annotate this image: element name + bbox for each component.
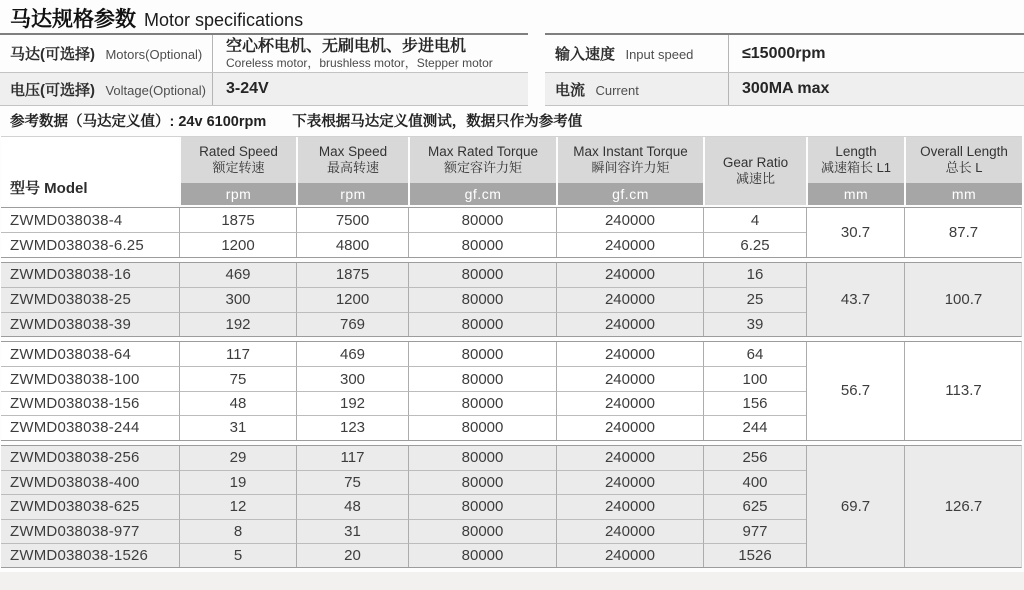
column-header-length bbox=[806, 137, 904, 183]
column-unit-max-instant-torque: gf.cm bbox=[556, 183, 703, 205]
cell-rated-speed: 300 bbox=[179, 287, 296, 311]
page-bottom-strip bbox=[0, 572, 1024, 590]
cell-max-speed: 20 bbox=[296, 543, 408, 567]
column-header-en: Gear Ratio bbox=[722, 155, 789, 170]
cell-max-instant-torque: 240000 bbox=[556, 232, 703, 256]
cell-max-speed: 469 bbox=[296, 342, 408, 366]
reference-note-right: 下表根据马达定义值测试，数据只作为参考值 bbox=[292, 114, 583, 130]
cell-max-rated-torque: 80000 bbox=[408, 391, 556, 415]
cell-max-speed: 123 bbox=[296, 415, 408, 439]
cell-rated-speed: 117 bbox=[179, 342, 296, 366]
column-header-max-instant-torque bbox=[556, 137, 703, 183]
cell-max-speed: 31 bbox=[296, 519, 408, 543]
cell-model: ZWMD038038-6.25 bbox=[1, 232, 179, 256]
cell-max-rated-torque: 80000 bbox=[408, 446, 556, 470]
cell-model: ZWMD038038-25 bbox=[1, 287, 179, 311]
model-group bbox=[1, 207, 1022, 258]
cell-max-rated-torque: 80000 bbox=[408, 263, 556, 287]
cell-model: ZWMD038038-100 bbox=[1, 366, 179, 390]
cell-max-speed: 192 bbox=[296, 391, 408, 415]
cell-rated-speed: 29 bbox=[179, 446, 296, 470]
cell-max-rated-torque: 80000 bbox=[408, 543, 556, 567]
column-unit-max-rated-torque: gf.cm bbox=[408, 183, 556, 205]
cell-max-instant-torque: 240000 bbox=[556, 287, 703, 311]
input-speed-row bbox=[545, 35, 1024, 73]
cell-rated-speed: 12 bbox=[179, 494, 296, 518]
cell-max-instant-torque: 240000 bbox=[556, 519, 703, 543]
cell-gear-ratio: 25 bbox=[703, 287, 806, 311]
model-group bbox=[1, 262, 1022, 337]
cell-max-rated-torque: 80000 bbox=[408, 312, 556, 336]
cell-overall-length: 100.7 bbox=[904, 263, 1022, 336]
cell-gear-ratio: 64 bbox=[703, 342, 806, 366]
cell-gear-ratio: 977 bbox=[703, 519, 806, 543]
voltage-optional-value: 3-24V bbox=[212, 73, 528, 105]
cell-max-instant-torque: 240000 bbox=[556, 415, 703, 439]
cell-max-instant-torque: 240000 bbox=[556, 312, 703, 336]
column-header-rated-speed bbox=[179, 137, 296, 183]
cell-model: ZWMD038038-156 bbox=[1, 391, 179, 415]
cell-max-rated-torque: 80000 bbox=[408, 366, 556, 390]
input-spec-table bbox=[545, 33, 1024, 106]
cell-max-instant-torque: 240000 bbox=[556, 446, 703, 470]
column-header-en: Max Speed bbox=[318, 144, 388, 159]
model-group bbox=[1, 341, 1022, 441]
cell-model: ZWMD038038-244 bbox=[1, 415, 179, 439]
cell-max-rated-torque: 80000 bbox=[408, 494, 556, 518]
cell-max-instant-torque: 240000 bbox=[556, 366, 703, 390]
column-header-en: Max Instant Torque bbox=[573, 144, 688, 159]
specifications-table bbox=[1, 136, 1022, 572]
column-header-zh: 总长 L bbox=[945, 160, 983, 175]
column-unit-max-speed: rpm bbox=[296, 183, 408, 205]
cell-model: ZWMD038038-16 bbox=[10, 266, 131, 284]
cell-max-speed: 1875 bbox=[296, 263, 408, 287]
cell-rated-speed: 8 bbox=[179, 519, 296, 543]
page-title-en: Motor specifications bbox=[144, 10, 304, 30]
motor-options-table bbox=[0, 33, 528, 106]
cell-max-rated-torque: 80000 bbox=[408, 232, 556, 256]
column-header-en: Rated Speed bbox=[199, 144, 278, 159]
cell-length-l1: 30.7 bbox=[806, 208, 904, 257]
cell-max-speed: 769 bbox=[296, 312, 408, 336]
column-unit-overall-length: mm bbox=[904, 183, 1022, 205]
cell-gear-ratio: 244 bbox=[703, 415, 806, 439]
cell-max-instant-torque: 240000 bbox=[556, 342, 703, 366]
cell-gear-ratio: 6.25 bbox=[703, 232, 806, 256]
column-unit-length: mm bbox=[806, 183, 904, 205]
cell-max-rated-torque: 80000 bbox=[408, 519, 556, 543]
input-speed-label: 输入速度 Input speed bbox=[555, 46, 694, 63]
cell-length-l1: 69.7 bbox=[806, 446, 904, 568]
model-group bbox=[1, 445, 1022, 569]
cell-length-l1: 43.7 bbox=[806, 263, 904, 336]
cell-gear-ratio: 39 bbox=[703, 312, 806, 336]
cell-max-instant-torque: 240000 bbox=[556, 208, 703, 232]
cell-max-rated-torque: 80000 bbox=[408, 470, 556, 494]
cell-max-instant-torque: 240000 bbox=[556, 543, 703, 567]
page-title-zh: 马达规格参数 bbox=[10, 8, 136, 31]
cell-overall-length: 87.7 bbox=[904, 208, 1022, 257]
cell-gear-ratio: 100 bbox=[703, 366, 806, 390]
cell-gear-ratio: 16 bbox=[703, 263, 806, 287]
voltage-optional-row bbox=[0, 73, 528, 106]
cell-max-speed: 75 bbox=[296, 470, 408, 494]
cell-rated-speed: 192 bbox=[179, 312, 296, 336]
cell-model: ZWMD038038-1526 bbox=[1, 543, 179, 567]
current-value: 300MA max bbox=[728, 73, 1024, 105]
cell-rated-speed: 469 bbox=[179, 263, 296, 287]
cell-rated-speed: 19 bbox=[179, 470, 296, 494]
model-column-header: 型号 Model bbox=[1, 137, 179, 205]
cell-model: ZWMD038038-400 bbox=[1, 470, 179, 494]
cell-max-speed: 7500 bbox=[296, 208, 408, 232]
cell-length-l1: 56.7 bbox=[806, 342, 904, 440]
column-header-zh: 最高转速 bbox=[326, 160, 379, 175]
cell-gear-ratio: 625 bbox=[703, 494, 806, 518]
cell-max-rated-torque: 80000 bbox=[408, 415, 556, 439]
cell-gear-ratio: 4 bbox=[703, 208, 806, 232]
cell-gear-ratio: 1526 bbox=[703, 543, 806, 567]
cell-rated-speed: 75 bbox=[179, 366, 296, 390]
cell-max-instant-torque: 240000 bbox=[556, 263, 703, 287]
column-header-gear-ratio bbox=[703, 137, 806, 205]
cell-model: ZWMD038038-977 bbox=[1, 519, 179, 543]
cell-max-instant-torque: 240000 bbox=[556, 470, 703, 494]
page-title bbox=[10, 3, 303, 33]
motors-optional-value: 空心杯电机、无刷电机、步进电机 Coreless motor，brushless motor，Stepper motor bbox=[212, 35, 528, 72]
cell-max-speed: 48 bbox=[296, 494, 408, 518]
column-header-en: Max Rated Torque bbox=[427, 144, 539, 159]
cell-overall-length: 113.7 bbox=[904, 342, 1022, 440]
cell-gear-ratio: 400 bbox=[703, 470, 806, 494]
motors-optional-row bbox=[0, 35, 528, 73]
cell-max-speed: 300 bbox=[296, 366, 408, 390]
cell-gear-ratio: 256 bbox=[703, 446, 806, 470]
cell-max-instant-torque: 240000 bbox=[556, 391, 703, 415]
reference-note-left: 参考数据（马达定义值）: 24v 6100rpm bbox=[10, 114, 267, 130]
cell-rated-speed: 1875 bbox=[179, 208, 296, 232]
voltage-optional-label: 电压(可选择) Voltage(Optional) bbox=[10, 81, 206, 99]
cell-rated-speed: 31 bbox=[179, 415, 296, 439]
column-header-zh: 瞬间容许力矩 bbox=[591, 160, 670, 175]
cell-max-rated-torque: 80000 bbox=[408, 208, 556, 232]
cell-model: ZWMD038038-64 bbox=[10, 345, 131, 363]
cell-gear-ratio: 156 bbox=[703, 391, 806, 415]
column-unit-rated-speed: rpm bbox=[179, 183, 296, 205]
column-header-zh: 额定容许力矩 bbox=[443, 160, 522, 175]
main-table-header bbox=[1, 136, 1022, 205]
cell-model: ZWMD038038-39 bbox=[1, 312, 179, 336]
column-header-overall-length bbox=[904, 137, 1022, 183]
column-header-max-rated-torque bbox=[408, 137, 556, 183]
input-speed-value: ≤15000rpm bbox=[728, 35, 1024, 72]
cell-model: ZWMD038038-625 bbox=[1, 494, 179, 518]
main-table-body bbox=[1, 207, 1022, 568]
cell-max-speed: 4800 bbox=[296, 232, 408, 256]
column-header-zh: 减速比 bbox=[735, 171, 775, 186]
cell-rated-speed: 48 bbox=[179, 391, 296, 415]
reference-note bbox=[10, 110, 582, 131]
cell-max-rated-torque: 80000 bbox=[408, 287, 556, 311]
column-header-en: Length bbox=[835, 144, 877, 159]
cell-overall-length: 126.7 bbox=[904, 446, 1022, 568]
current-label: 电流 Current bbox=[555, 81, 639, 99]
cell-rated-speed: 1200 bbox=[179, 232, 296, 256]
cell-max-rated-torque: 80000 bbox=[408, 342, 556, 366]
column-header-zh: 减速箱长 L1 bbox=[820, 160, 892, 175]
cell-model: ZWMD038038-256 bbox=[10, 449, 140, 467]
cell-max-speed: 1200 bbox=[296, 287, 408, 311]
column-header-en: Overall Length bbox=[920, 144, 1008, 159]
current-row bbox=[545, 73, 1024, 106]
column-header-zh: 额定转速 bbox=[212, 160, 265, 175]
cell-model: ZWMD038038-4 bbox=[10, 211, 123, 229]
column-header-max-speed bbox=[296, 137, 408, 183]
cell-max-instant-torque: 240000 bbox=[556, 494, 703, 518]
cell-max-speed: 117 bbox=[296, 446, 408, 470]
cell-rated-speed: 5 bbox=[179, 543, 296, 567]
motors-optional-label: 马达(可选择) Motors(Optional) bbox=[10, 46, 203, 63]
